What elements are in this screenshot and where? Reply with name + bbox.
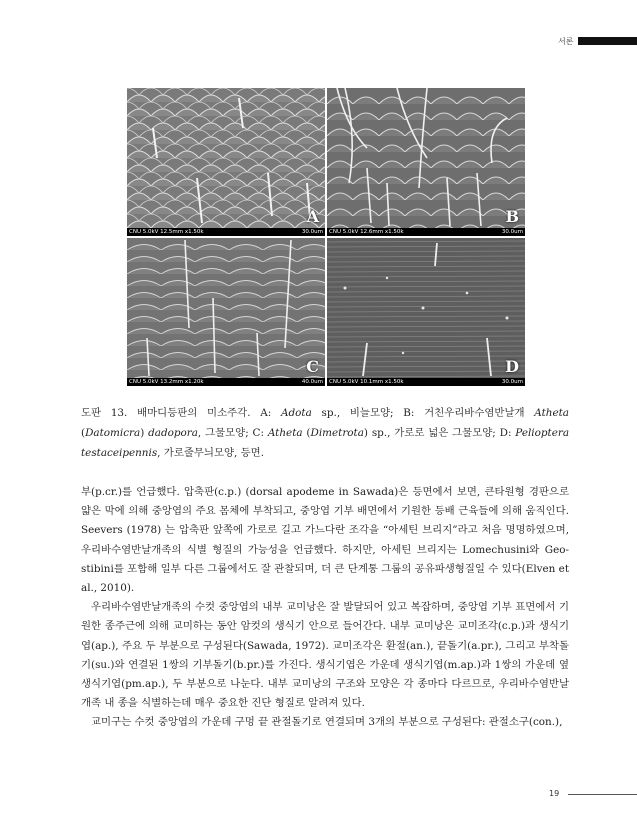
panel-letter: D — [505, 357, 519, 376]
caption-text: 도판 13. 배마디등판의 미소주각. A: — [81, 407, 282, 419]
panel-info-left: CNU 5.0kV 10.1mm x1.50k — [329, 379, 404, 385]
caption-italic: Dimetrota — [310, 427, 364, 439]
paragraph-2: 우리바수염반날개족의 수컷 중앙엽의 내부 교미낭은 잘 발달되어 있고 복잡하며, 중앙엽 기부 표면에서 기원한 종주근에 의해 교미하는 동안 암컷의 생식기 안으로 들어간다. 내부 교미낭은 교미조각(c.p.)과 생식기엽(ap.), 주요 두 부분으로 구성된다(Sawada, 1972). 교미조각은 환절(an.), 끝돌기(a.pr.), 그리고 부착돌기(su.)와 연결된 1쌍의 기부돌기(b.pr.)를 가진다. 생식기엽은 가운데 생식기엽(m.ap.)과 1쌍의 가운데 옆 생식기엽(pm.ap.), 두 부분으로 나눈다. 내부 교미낭의 구조와 모양은 각 종마다 다르므로, 우리바수염반날개족 내 종을 식별하는데 매우 중요한 진단 형질로 알려져 있다. — [81, 601, 569, 710]
caption-text: , 가로줄무늬모양, 등면. — [157, 447, 265, 459]
panel-info-left: CNU 5.0kV 12.6mm x1.50k — [329, 229, 404, 235]
caption-italic: Adota — [281, 407, 312, 419]
caption-text: ( — [302, 427, 311, 439]
figure-caption — [81, 403, 569, 463]
page-number: 19 — [549, 789, 560, 798]
caption-italic: Datomicra — [85, 427, 141, 439]
section-label: 서론 — [558, 37, 574, 46]
panel-info-bar — [327, 378, 525, 386]
panel-letter: B — [505, 207, 519, 226]
caption-italic: Pelioptera testaceipennis — [81, 427, 570, 459]
sem-figure — [127, 88, 525, 386]
caption-italic: Atheta — [534, 407, 569, 419]
paragraph-3: 교미구는 수컷 중앙엽의 가운데 구멍 끝 관절돌기로 연결되며 3개의 부분으로 구성된다: 관절소구(con.), — [91, 716, 563, 729]
caption-text: ) — [140, 427, 149, 439]
caption-text: ( — [81, 427, 86, 439]
panel-info-left: CNU 5.0kV 13.2mm x1.20k — [129, 379, 204, 385]
sem-panel-b — [327, 88, 525, 236]
paragraph-1: 부(p.cr.)를 언급했다. 압축판(c.p.) (dorsal apodeme in Sawada)은 등면에서 보면, 큰타원형 경판으로 얇은 막에 의해 중앙엽의 주요 몸체에 부착되고, 중앙엽 기부 배면에서 기원한 등배 근육들에 의해 움직인다. Seevers (1978) 는 압축판 앞쪽에 가로로 길고 가느다란 조각을 “아세틴 브리지”라고 처음 명명하였으며, 우리바수염반날개족의 식별 형질의 가능성을 언급했다. 하지만, 아세틴 브리지는 Lomechusini와 Geo-stibini를 포함해 일부 다른 그룹에서도 잘 관찰되며, 더 큰 단계통 그룹의 공유파생형질일 수 있다(Elven et al., 2010). — [81, 486, 569, 595]
header-bar — [578, 37, 637, 45]
stripe-texture-d — [327, 238, 525, 386]
panel-info-bar — [327, 228, 525, 236]
scale-texture-b — [327, 88, 525, 236]
scale-texture-a — [127, 88, 325, 236]
panel-scale: 40.0um — [301, 379, 323, 385]
panel-info-bar — [127, 228, 325, 236]
sem-panel-d — [327, 238, 525, 386]
caption-italic: dadopora — [148, 427, 198, 439]
body-text — [81, 483, 569, 733]
scale-texture-c — [127, 238, 325, 386]
caption-italic: Atheta — [267, 427, 303, 439]
panel-letter: A — [306, 207, 319, 226]
footer-rule — [568, 794, 637, 795]
caption-text: sp., 비늘모양; B: 거친우리바수염반날개 — [311, 407, 535, 419]
sem-panel-c — [127, 238, 325, 386]
panel-scale: 30.0um — [501, 229, 523, 235]
caption-text: ) sp., 가로로 넓은 그물모양; D: — [363, 427, 516, 439]
caption-text: , 그물모양; C: — [197, 427, 268, 439]
panel-scale: 30.0um — [301, 229, 323, 235]
panel-letter: C — [306, 357, 319, 376]
panel-info-left: CNU 5.0kV 12.5mm x1.50k — [129, 229, 204, 235]
panel-scale: 30.0um — [501, 379, 523, 385]
panel-info-bar — [127, 378, 325, 386]
sem-panel-a — [127, 88, 325, 236]
